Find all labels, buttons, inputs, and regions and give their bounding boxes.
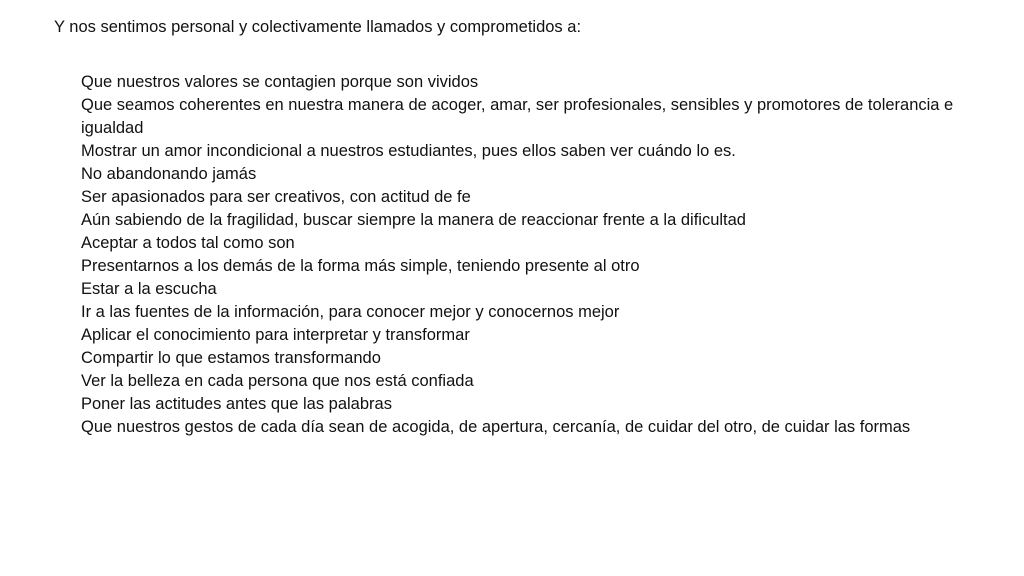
list-item: Compartir lo que estamos transformando [81, 349, 381, 367]
slide-heading: Y nos sentimos personal y colectivamente llamados y comprometidos a: [54, 18, 582, 36]
list-item: Mostrar un amor incondicional a nuestros estudiantes, pues ellos saben ver cuándo lo es. [81, 142, 736, 160]
list-item: Presentarnos a los demás de la forma más simple, teniendo presente al otro [81, 257, 640, 275]
list-item: No abandonando jamás [81, 165, 257, 183]
list-item: Que nuestros valores se contagien porque son vividos [81, 73, 479, 91]
list-item: Estar a la escucha [81, 280, 217, 298]
list-item: Aceptar a todos tal como son [81, 234, 295, 252]
list-item: Ir a las fuentes de la información, para conocer mejor y conocernos mejor [81, 303, 620, 321]
list-item: Poner las actitudes antes que las palabras [81, 395, 392, 413]
list-item: Ver la belleza en cada persona que nos está confiada [81, 372, 474, 390]
list-item: Aún sabiendo de la fragilidad, buscar siempre la manera de reaccionar frente a la dificultad [81, 211, 746, 229]
list-item: Ser apasionados para ser creativos, con actitud de fe [81, 188, 471, 206]
list-item: Aplicar el conocimiento para interpretar y transformar [81, 326, 470, 344]
commitment-list [81, 71, 1001, 439]
list-item: Que seamos coherentes en nuestra manera de acoger, amar, ser profesionales, sensibles y promotores de tolerancia e igualdad [81, 96, 954, 137]
list-item: Que nuestros gestos de cada día sean de acogida, de apertura, cercanía, de cuidar del otro, de cuidar las formas [81, 418, 911, 436]
